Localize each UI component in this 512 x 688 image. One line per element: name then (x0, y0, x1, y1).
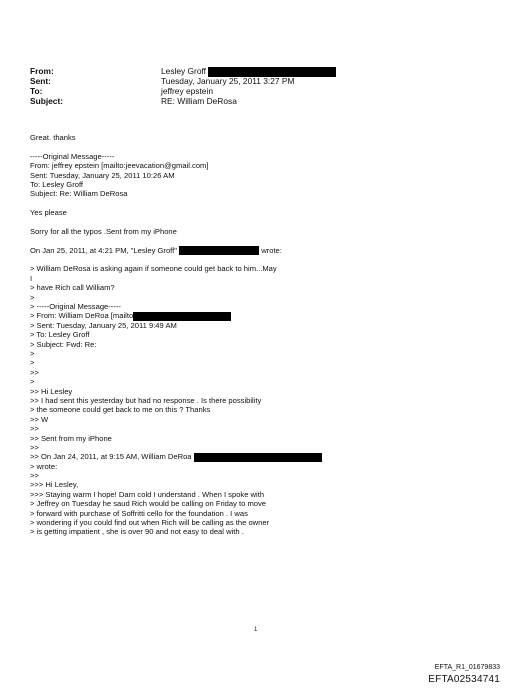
quote-intro: >> On Jan 24, 2011, at 9:15 AM, William DeRoa (30, 452, 192, 462)
body-line: > forward with purchase of Soffritti cello for the foundation . I was (30, 508, 248, 518)
body-line: Subject: Re: William DeRosa (30, 189, 128, 199)
body-line (30, 311, 322, 320)
body-line: > Sent: Tuesday, January 25, 2011 9:49 AM (30, 320, 177, 330)
body-line: > (30, 377, 35, 387)
body-line: To: Lesley Groff (30, 179, 84, 189)
to-value: jeffrey epstein (161, 86, 213, 96)
body-line: >> Sent from my iPhone (30, 433, 112, 443)
body-line: From: jeffrey epstein [mailto:jeevacation@gmail.com] (30, 161, 209, 171)
body-line: > have Rich call William? (30, 283, 115, 293)
footer-reference-1: EFTA_R1_01679833 (434, 664, 500, 671)
body-line (30, 246, 322, 255)
redaction-box (179, 246, 259, 255)
body-line: >> (30, 367, 39, 377)
body-line: Yes please (30, 208, 67, 218)
body-line: >> Hi Lesley (30, 386, 73, 396)
body-line: > (30, 358, 35, 368)
body-line: > is getting impatient , she is over 90 and not easy to deal with . (30, 527, 244, 537)
body-line: Sent: Tuesday, January 25, 2011 10:26 AM (30, 170, 175, 180)
body-line: >> W (30, 414, 49, 424)
body-line: > wondering if you could find out when Rich will be calling as the owner (30, 518, 270, 528)
body-line: >> I had sent this yesterday but had no response . Is there possibility (30, 395, 262, 405)
body-line: >> (30, 471, 39, 481)
to-label: To: (30, 86, 43, 96)
forward-from: > From: William DeRoa [mailto (30, 311, 134, 321)
quote-intro: On Jan 25, 2011, at 4:21 PM, "Lesley Groff" (30, 245, 177, 255)
redaction-box (133, 312, 231, 321)
redaction-box (194, 453, 322, 462)
page-number: 1 (254, 627, 258, 633)
body-line: >> (30, 442, 39, 452)
body-line: >>> Hi Lesley, (30, 480, 79, 490)
footer-reference-2: EFTA02534741 (428, 674, 500, 685)
body-line: > Jeffrey on Tuesday he saud Rich would be calling on Friday to move (30, 499, 267, 509)
body-line: Great. thanks (30, 133, 76, 142)
subject-label: Subject: (30, 96, 64, 106)
body-line: > (30, 348, 35, 358)
email-body (30, 133, 322, 537)
body-line: > -----Original Message----- (30, 302, 121, 312)
sent-label: Sent: (30, 76, 51, 86)
body-line: > William DeRosa is asking again if someone could get back to him...May (30, 264, 277, 274)
body-line: > the someone could get back to me on this ? Thanks (30, 405, 211, 415)
body-line: > To: Lesley Groff (30, 330, 90, 340)
body-line: >>> Staying warm I hope! Darn cold I understand . When I spoke with (30, 489, 265, 499)
body-line (30, 452, 322, 461)
sent-value: Tuesday, January 25, 2011 3:27 PM (161, 76, 295, 86)
from-name: Lesley Groff (161, 66, 206, 76)
from-label: From: (30, 66, 54, 76)
body-line: Sorry for all the typos .Sent from my iPhone (30, 226, 177, 236)
body-line: >> (30, 424, 39, 434)
body-line: > Subject: Fwd: Re: (30, 339, 97, 349)
subject-value: RE: William DeRosa (161, 96, 237, 106)
body-line: -----Original Message----- (30, 151, 115, 161)
quote-wrote: wrote: (261, 245, 282, 255)
body-line: > (30, 292, 35, 302)
body-line: I (30, 273, 33, 283)
body-line: > wrote: (30, 461, 58, 471)
